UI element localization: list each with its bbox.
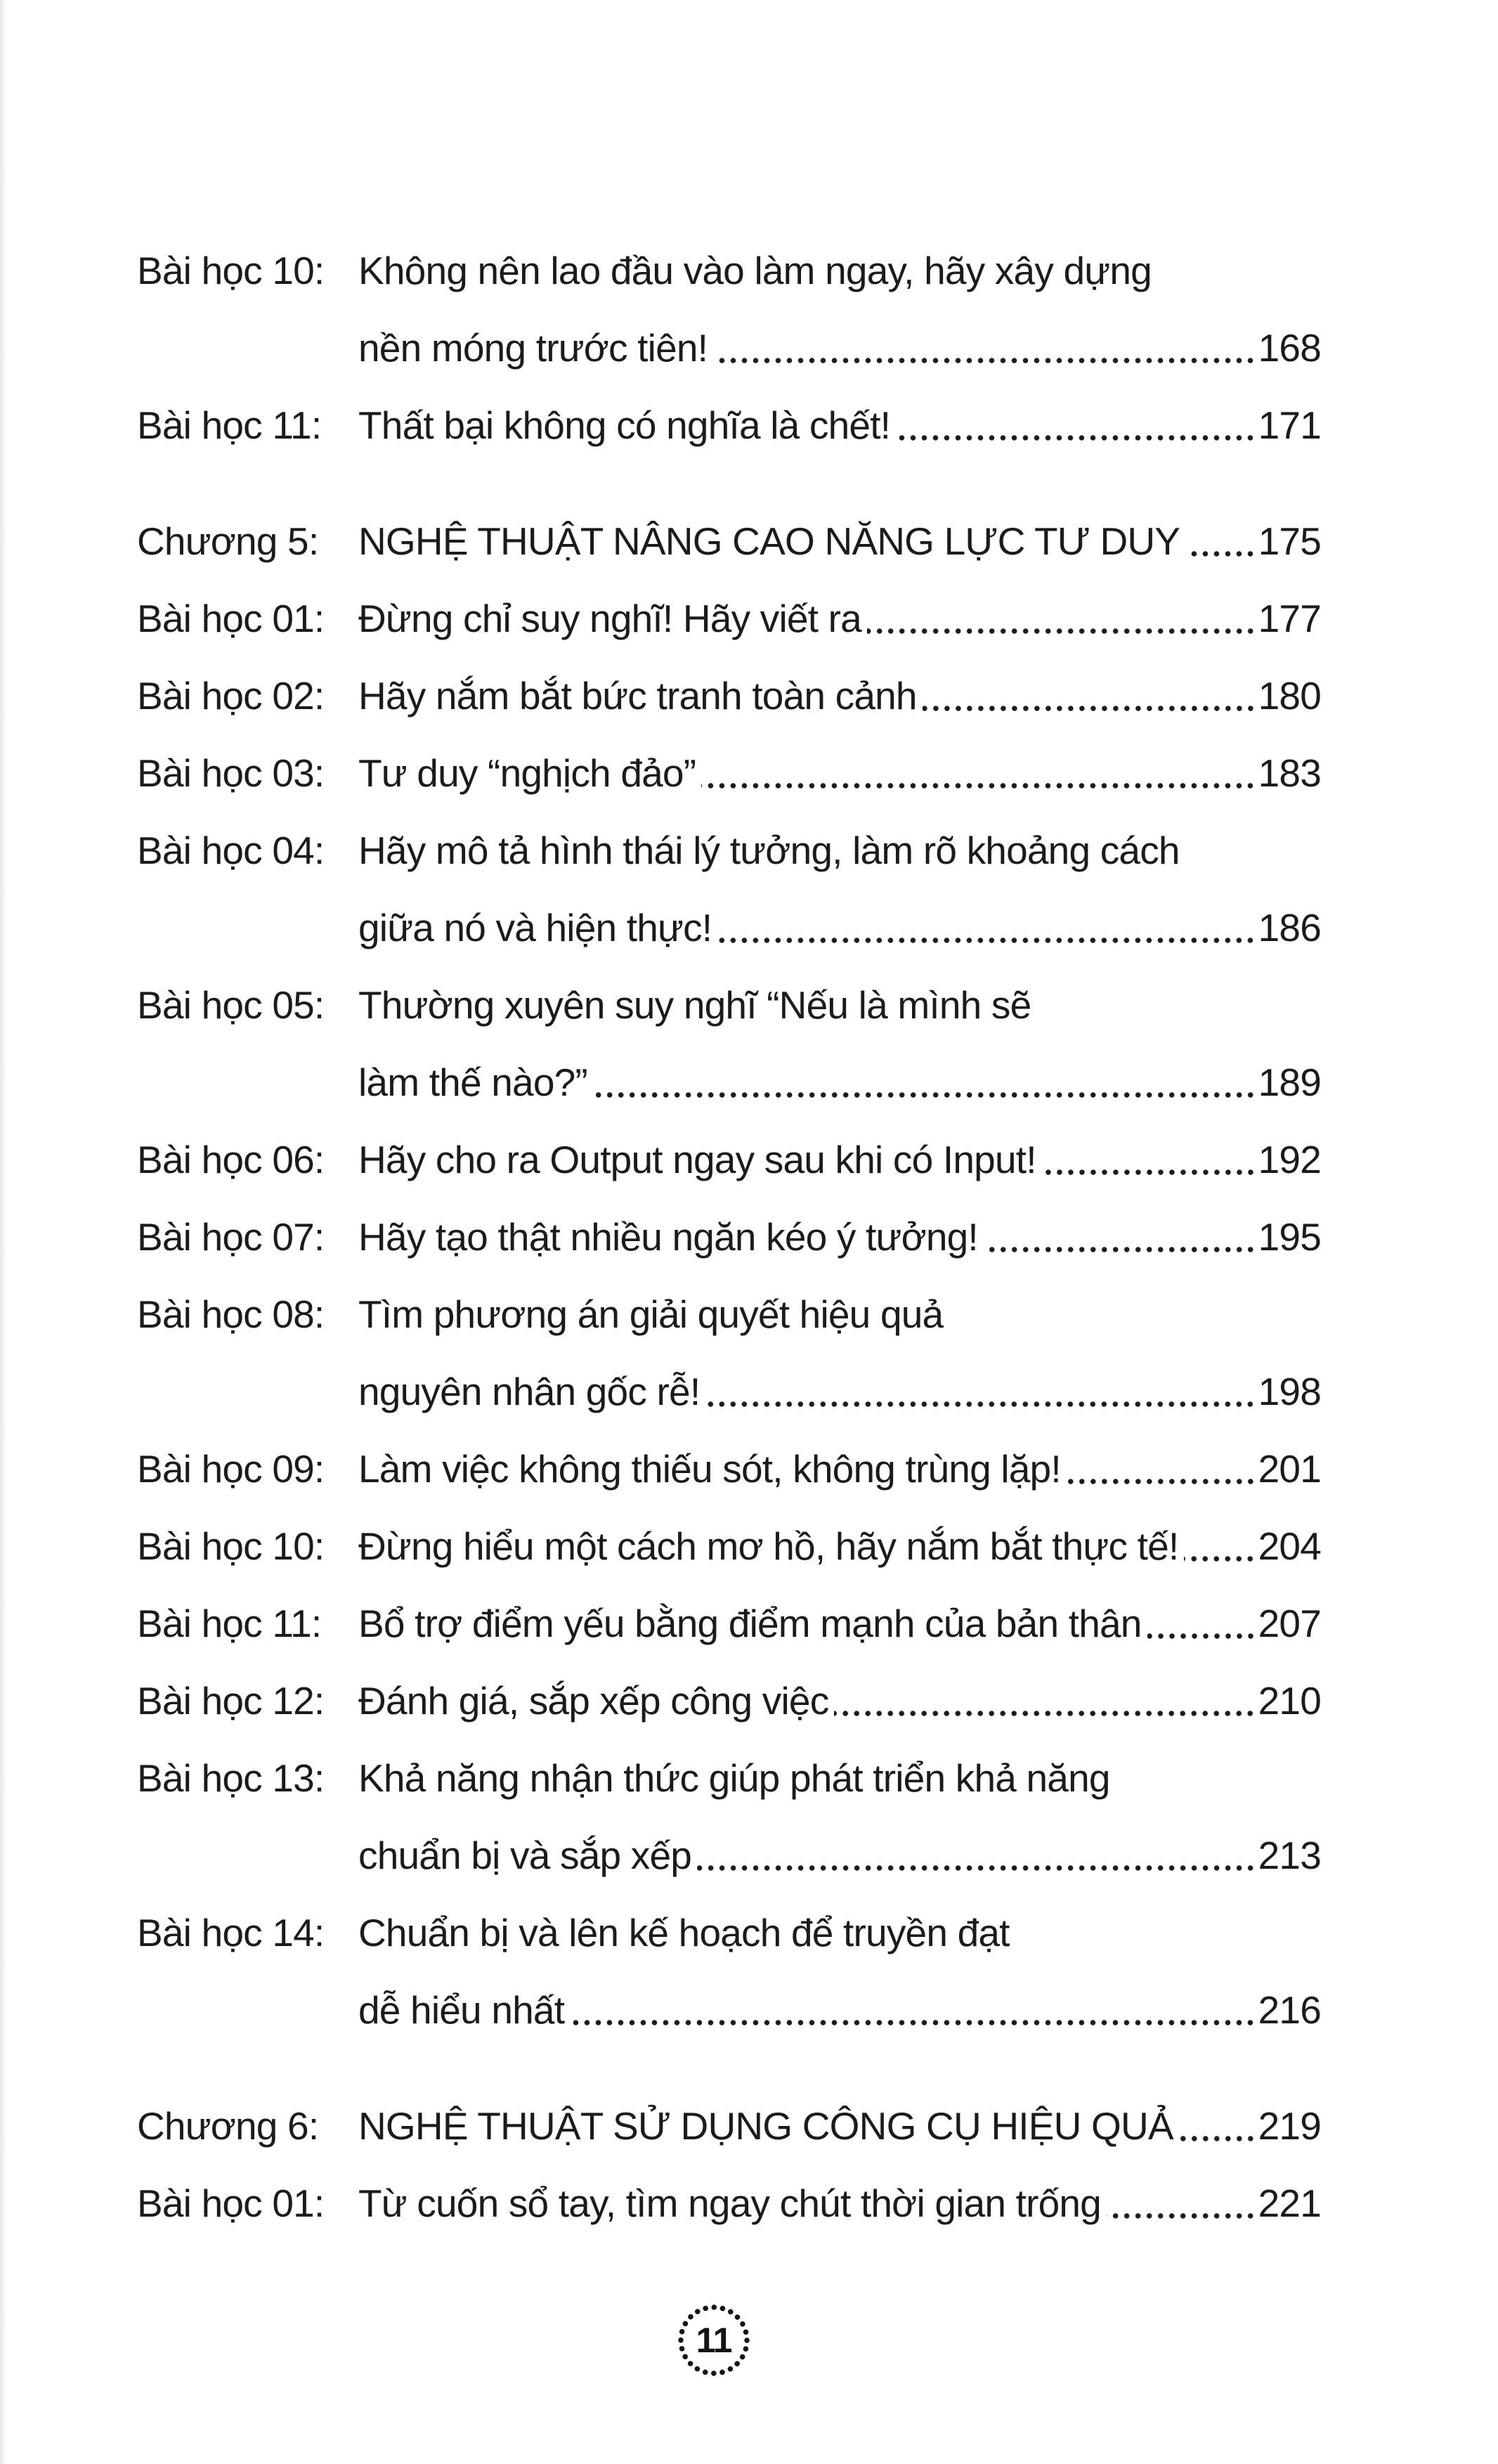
toc-entry-title: Thất bại không có nghĩa là chết!	[358, 403, 891, 447]
toc-entry-body	[358, 387, 1321, 464]
toc-entry-line	[358, 734, 1321, 812]
toc-entry-body	[358, 2165, 1321, 2242]
dot-leader	[1185, 550, 1256, 558]
toc-entry-title: chuẩn bị và sắp xếp	[358, 1834, 692, 1877]
toc-entry-title: giữa nó và hiện thực!	[358, 906, 712, 949]
dot-leader	[834, 1709, 1256, 1718]
dot-leader	[1067, 1477, 1256, 1486]
toc-entry	[137, 1430, 1321, 1507]
toc-entry-label: Bài học 08:	[137, 1292, 325, 1336]
toc-entry-label: Chương 5:	[137, 519, 319, 563]
toc-entry-line	[358, 1430, 1321, 1507]
toc-entry	[137, 812, 1321, 966]
toc-entry-line	[358, 1353, 1321, 1430]
dot-leader	[1107, 2212, 1256, 2220]
toc-page-ref: 201	[1258, 1447, 1321, 1491]
toc-entry-title: nền móng trước tiên!	[358, 326, 708, 370]
dot-leader	[867, 627, 1256, 635]
toc-entry-title: Chuẩn bị và lên kế hoạch để truyền đạt	[358, 1911, 1010, 1954]
toc-entry-body	[358, 1507, 1321, 1585]
toc-entry-line	[358, 1585, 1321, 1662]
toc-entry-line	[358, 1044, 1321, 1121]
toc-page-ref: 204	[1258, 1524, 1321, 1568]
toc-entry-line	[358, 1276, 1321, 1353]
toc-entry-title: Từ cuốn sổ tay, tìm ngay chút thời gian trống	[358, 2181, 1101, 2225]
toc-entry-title: Hãy tạo thật nhiều ngăn kéo ý tưởng!	[358, 1215, 978, 1259]
toc-entry-line	[358, 580, 1321, 657]
toc-entry-body	[358, 734, 1321, 812]
toc-entry-label: Bài học 07:	[137, 1215, 325, 1259]
toc-entry-label: Bài học 10:	[137, 249, 325, 292]
dot-leader	[593, 1091, 1256, 1099]
toc-entry-body	[358, 1739, 1321, 1894]
toc-entry-title: NGHỆ THUẬT NÂNG CAO NĂNG LỰC TƯ DUY	[358, 519, 1180, 563]
toc-entry-body	[358, 1662, 1321, 1739]
toc-entry-line	[358, 966, 1321, 1044]
toc-entry	[137, 657, 1321, 734]
toc-entry-label: Bài học 03:	[137, 751, 325, 795]
toc-entry-title: Hãy nắm bắt bức tranh toàn cảnh	[358, 674, 917, 718]
toc-entry	[137, 1198, 1321, 1276]
toc-entry-title: dễ hiểu nhất	[358, 1988, 565, 2032]
toc-entry-body	[358, 966, 1321, 1121]
dot-leader	[1042, 1168, 1256, 1176]
page-number: 11	[696, 2321, 732, 2360]
toc-page-ref: 186	[1258, 906, 1321, 949]
toc-entry-line	[358, 309, 1321, 387]
toc-page-ref: 180	[1258, 674, 1321, 718]
toc-entry-title: nguyên nhân gốc rễ!	[358, 1370, 701, 1413]
toc-entry-line	[358, 1198, 1321, 1276]
dot-leader	[713, 356, 1256, 365]
toc-page-ref: 210	[1258, 1679, 1321, 1723]
toc-page-ref: 219	[1258, 2104, 1321, 2148]
toc-page-ref: 192	[1258, 1138, 1321, 1181]
toc-entry-line	[358, 889, 1321, 966]
toc-page-ref: 183	[1258, 751, 1321, 795]
toc-entry-title: Hãy cho ra Output ngay sau khi có Input!	[358, 1138, 1036, 1181]
toc-entry-title: Tư duy “nghịch đảo”	[358, 751, 696, 795]
toc-entry-line	[358, 1894, 1321, 1971]
toc-entry-label: Bài học 04:	[137, 829, 325, 872]
toc-entry-line	[358, 232, 1321, 309]
toc-entry-body	[358, 1198, 1321, 1276]
toc-entry-title: Không nên lao đầu vào làm ngay, hãy xây dựng	[358, 249, 1152, 292]
scan-edge-shading	[0, 0, 7, 2464]
toc-entry-body	[358, 812, 1321, 966]
toc-entry	[137, 1739, 1321, 1894]
toc-entry-label: Bài học 13:	[137, 1756, 325, 1800]
toc-entry-line	[358, 502, 1321, 580]
toc-entry-line	[358, 1739, 1321, 1817]
toc-entry-body	[358, 1894, 1321, 2049]
toc-entry	[137, 580, 1321, 657]
toc-entry-label: Bài học 11:	[137, 403, 322, 447]
toc-entry-title: Làm việc không thiếu sót, không trùng lặp!	[358, 1447, 1061, 1491]
toc-entry-title: NGHỆ THUẬT SỬ DỤNG CÔNG CỤ HIỆU QUẢ	[358, 2104, 1173, 2148]
toc-entry-title: Đừng hiểu một cách mơ hồ, hãy nắm bắt thực tế!	[358, 1524, 1179, 1568]
toc-entry-label: Bài học 09:	[137, 1447, 325, 1491]
dot-leader	[984, 1245, 1256, 1254]
toc-entry-label: Bài học 01:	[137, 597, 325, 640]
toc-entry-body	[358, 580, 1321, 657]
toc-page-ref: 198	[1258, 1370, 1321, 1413]
toc-entry-label: Chương 6:	[137, 2104, 319, 2148]
toc-entry	[137, 1276, 1321, 1430]
toc-entry-title: Đánh giá, sắp xếp công việc	[358, 1679, 829, 1723]
toc-entry-body	[358, 657, 1321, 734]
toc-entry-title: Tìm phương án giải quyết hiệu quả	[358, 1292, 944, 1336]
toc-entry-line	[358, 812, 1321, 889]
toc-entry	[137, 1585, 1321, 1662]
toc-entry	[137, 1894, 1321, 2049]
toc-list	[137, 232, 1321, 2242]
dot-leader	[705, 1400, 1256, 1408]
dot-leader	[896, 434, 1256, 442]
dot-leader	[1184, 1555, 1256, 1563]
toc-entry	[137, 966, 1321, 1121]
toc-entry-label: Bài học 12:	[137, 1679, 325, 1723]
dot-leader	[1179, 2134, 1256, 2143]
dot-leader	[923, 704, 1256, 713]
toc-entry-line	[358, 2087, 1321, 2165]
toc-entry-line	[358, 1817, 1321, 1894]
toc-entry	[137, 1507, 1321, 1585]
toc-entry	[137, 2165, 1321, 2242]
toc-entry-label: Bài học 06:	[137, 1138, 325, 1181]
toc-page-ref: 189	[1258, 1061, 1321, 1104]
toc-entry-title: Khả năng nhận thức giúp phát triển khả năng	[358, 1756, 1110, 1800]
toc-page-ref: 177	[1258, 597, 1321, 640]
toc-entry-label: Bài học 05:	[137, 983, 325, 1027]
toc-entry-title: Hãy mô tả hình thái lý tưởng, làm rõ khoảng cách	[358, 829, 1180, 872]
toc-page-ref: 207	[1258, 1602, 1321, 1645]
toc-entry-title: Bổ trợ điểm yếu bằng điểm mạnh của bản thân	[358, 1602, 1142, 1645]
dot-leader	[701, 782, 1256, 790]
dot-leader	[717, 936, 1256, 945]
page-number-badge	[675, 2302, 753, 2379]
dot-leader	[570, 2018, 1256, 2027]
toc-entry-line	[358, 2165, 1321, 2242]
toc-entry-body	[358, 1430, 1321, 1507]
toc-entry	[137, 232, 1321, 387]
toc-entry-line	[358, 657, 1321, 734]
toc-entry	[137, 1121, 1321, 1198]
toc-entry-label: Bài học 10:	[137, 1524, 325, 1568]
toc-page-ref: 168	[1258, 326, 1321, 370]
toc-page-ref: 195	[1258, 1215, 1321, 1259]
toc-entry-title: Thường xuyên suy nghĩ “Nếu là mình sẽ	[358, 983, 1031, 1027]
toc-entry-line	[358, 1971, 1321, 2049]
toc-entry-line	[358, 1662, 1321, 1739]
toc-entry	[137, 387, 1321, 464]
toc-entry-title: làm thế nào?”	[358, 1061, 587, 1104]
toc-page-ref: 221	[1258, 2181, 1321, 2225]
toc-entry-body	[358, 232, 1321, 387]
toc-entry-line	[358, 1121, 1321, 1198]
toc-entry-label: Bài học 01:	[137, 2181, 325, 2225]
toc-entry	[137, 502, 1321, 580]
toc-entry	[137, 2087, 1321, 2165]
toc-entry-label: Bài học 02:	[137, 674, 325, 718]
toc-entry-body	[358, 1585, 1321, 1662]
toc-entry-body	[358, 1276, 1321, 1430]
toc-entry-body	[358, 502, 1321, 580]
dot-leader	[697, 1864, 1256, 1872]
toc-entry	[137, 1662, 1321, 1739]
toc-entry	[137, 734, 1321, 812]
toc-page-ref: 216	[1258, 1988, 1321, 2032]
toc-entry-label: Bài học 14:	[137, 1911, 325, 1954]
toc-page-ref: 175	[1258, 519, 1321, 563]
toc-entry-label: Bài học 11:	[137, 1602, 322, 1645]
toc-entry-body	[358, 2087, 1321, 2165]
dot-leader	[1147, 1632, 1256, 1640]
toc-entry-line	[358, 1507, 1321, 1585]
toc-page-ref: 171	[1258, 403, 1321, 447]
toc-entry-title: Đừng chỉ suy nghĩ! Hãy viết ra	[358, 597, 861, 640]
toc-page-ref: 213	[1258, 1834, 1321, 1877]
toc-entry-line	[358, 387, 1321, 464]
toc-entry-body	[358, 1121, 1321, 1198]
